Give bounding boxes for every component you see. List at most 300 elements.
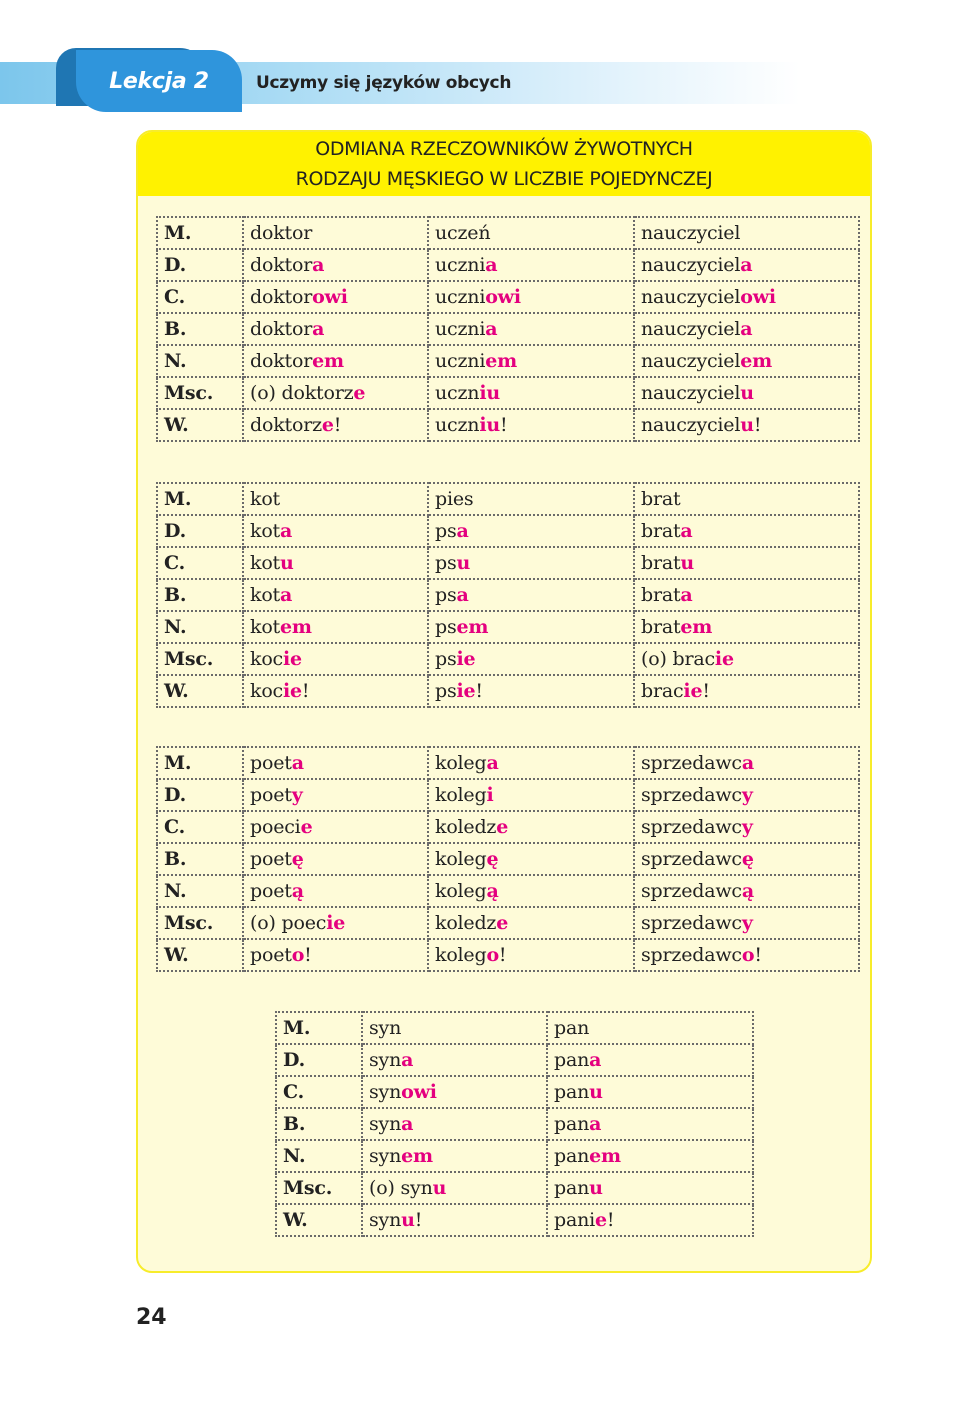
word-form	[243, 907, 428, 939]
word-ending: y	[741, 912, 753, 934]
word-form	[428, 217, 634, 249]
case-label: W.	[157, 675, 243, 707]
word-ending: em	[280, 616, 312, 638]
word-stem: pan	[554, 1049, 590, 1071]
word-ending: owi	[485, 286, 521, 308]
word-ending: u	[589, 1177, 603, 1199]
word-stem: sprzedawc	[641, 912, 742, 934]
case-label: M.	[157, 483, 243, 515]
word-ending: em	[401, 1145, 433, 1167]
case-label: M.	[157, 747, 243, 779]
word-stem: sprzedawc	[641, 752, 742, 774]
case-label: N.	[276, 1140, 362, 1172]
word-form	[634, 675, 859, 707]
word-stem: nauczyciel	[641, 382, 741, 404]
word-ending: a	[456, 520, 469, 542]
word-ending: owi	[401, 1081, 437, 1103]
word-ending: a	[456, 584, 469, 606]
word-form	[243, 675, 428, 707]
case-label: D.	[157, 779, 243, 811]
word-stem: doktorz	[250, 414, 322, 436]
word-stem: ps	[435, 616, 457, 638]
case-label: B.	[157, 579, 243, 611]
word-form	[243, 249, 428, 281]
word-stem: pan	[554, 1145, 590, 1167]
word-stem: nauczyciel	[641, 350, 741, 372]
word-ending: a	[280, 584, 293, 606]
word-stem: sprzedawc	[641, 880, 742, 902]
table-row	[157, 875, 859, 907]
word-stem: nauczyciel	[641, 254, 741, 276]
table-row	[157, 409, 859, 441]
word-stem: ps	[435, 648, 457, 670]
word-exclamation: !	[414, 1209, 423, 1231]
word-stem: sprzedawc	[641, 848, 742, 870]
word-stem: doktor	[250, 254, 313, 276]
word-form	[634, 907, 859, 939]
word-stem: brat	[641, 488, 681, 510]
word-form	[243, 515, 428, 547]
word-form	[547, 1044, 753, 1076]
panel-title	[138, 132, 870, 196]
word-stem: uczeń	[435, 222, 491, 244]
word-ending: a	[280, 520, 293, 542]
word-stem: syn	[369, 1209, 402, 1231]
word-form	[362, 1204, 547, 1236]
word-form	[428, 611, 634, 643]
table-row	[157, 779, 859, 811]
word-form	[634, 377, 859, 409]
word-stem: (o) brac	[641, 648, 715, 670]
word-form	[634, 811, 859, 843]
word-ending: ie	[283, 648, 302, 670]
word-exclamation: !	[499, 414, 508, 436]
word-ending: a	[740, 318, 753, 340]
declension-panel	[136, 130, 872, 1273]
word-stem: syn	[369, 1081, 402, 1103]
word-form	[243, 377, 428, 409]
word-form	[243, 409, 428, 441]
word-form	[428, 579, 634, 611]
case-label: C.	[276, 1076, 362, 1108]
word-ending: ie	[456, 648, 476, 670]
word-stem: ps	[435, 520, 457, 542]
word-stem: kot	[250, 584, 280, 606]
word-form	[634, 939, 859, 971]
word-stem: syn	[369, 1017, 402, 1039]
word-stem: uczn	[435, 382, 480, 404]
word-stem: sprzedawc	[641, 944, 742, 966]
word-ending: ie	[456, 680, 476, 702]
word-ending: a	[486, 752, 499, 774]
word-exclamation: !	[606, 1209, 615, 1231]
table-row	[157, 483, 859, 515]
word-ending: a	[589, 1049, 602, 1071]
table-row	[276, 1204, 753, 1236]
word-form	[243, 875, 428, 907]
word-form	[243, 611, 428, 643]
word-stem: koledz	[435, 912, 497, 934]
table-row	[276, 1076, 753, 1108]
word-stem: poeci	[250, 816, 301, 838]
word-form	[243, 779, 428, 811]
word-form	[634, 579, 859, 611]
word-exclamation: !	[702, 680, 710, 702]
word-stem: ps	[435, 584, 457, 606]
word-form	[243, 345, 428, 377]
word-ending: ą	[291, 880, 304, 902]
word-stem: sprzedawc	[641, 816, 742, 838]
word-stem: pani	[554, 1209, 596, 1231]
word-ending: o	[291, 944, 305, 966]
table-row	[157, 579, 859, 611]
case-label: W.	[157, 939, 243, 971]
word-stem: pan	[554, 1017, 590, 1039]
word-form	[547, 1204, 753, 1236]
word-stem: koc	[250, 680, 283, 702]
word-form	[428, 483, 634, 515]
word-ending: ie	[283, 680, 302, 702]
declension-table-4	[275, 1011, 754, 1237]
table-row	[276, 1108, 753, 1140]
word-ending: a	[589, 1113, 602, 1135]
word-ending: a	[680, 520, 693, 542]
word-stem: uczni	[435, 254, 486, 276]
table-row	[157, 939, 859, 971]
case-label: Msc.	[157, 643, 243, 675]
word-stem: uczn	[435, 414, 480, 436]
word-form	[243, 811, 428, 843]
table-row	[157, 843, 859, 875]
page-number: 24	[136, 1305, 167, 1330]
word-exclamation: !	[498, 944, 507, 966]
case-label: D.	[157, 515, 243, 547]
word-form	[428, 811, 634, 843]
word-form	[547, 1172, 753, 1204]
declension-table-3	[156, 746, 860, 972]
table-row	[276, 1172, 753, 1204]
word-ending: a	[485, 254, 498, 276]
lesson-label: Lekcja 2	[109, 68, 209, 94]
word-stem: sprzedawc	[641, 784, 742, 806]
word-form	[634, 779, 859, 811]
word-ending: ą	[486, 880, 499, 902]
case-label: M.	[157, 217, 243, 249]
word-stem: uczni	[435, 318, 486, 340]
word-form	[634, 747, 859, 779]
word-form	[634, 547, 859, 579]
word-form	[428, 249, 634, 281]
word-stem: pan	[554, 1113, 590, 1135]
panel-title-line-1: ODMIANA RZECZOWNIKÓW ŻYWOTNYCH	[315, 138, 693, 160]
word-stem: koleg	[435, 752, 487, 774]
word-form	[428, 875, 634, 907]
word-ending: iu	[479, 414, 500, 436]
word-form	[428, 779, 634, 811]
word-ending: a	[741, 752, 754, 774]
case-label: B.	[157, 843, 243, 875]
word-exclamation: !	[301, 680, 310, 702]
word-stem: pan	[554, 1177, 590, 1199]
word-stem: kot	[250, 616, 280, 638]
word-form	[362, 1108, 547, 1140]
word-stem: nauczyciel	[641, 286, 741, 308]
word-form	[428, 675, 634, 707]
table-row	[157, 515, 859, 547]
case-label: D.	[157, 249, 243, 281]
table-row	[157, 377, 859, 409]
word-ending: owi	[312, 286, 348, 308]
word-ending: u	[456, 552, 471, 574]
word-ending: e	[353, 382, 366, 404]
case-label: W.	[157, 409, 243, 441]
word-ending: y	[741, 784, 753, 806]
word-form	[634, 843, 859, 875]
table-row	[157, 281, 859, 313]
word-ending: ę	[741, 848, 754, 870]
word-form	[428, 547, 634, 579]
case-label: N.	[157, 611, 243, 643]
lesson-subtitle: Uczymy się języków obcych	[256, 73, 512, 93]
word-stem: nauczyciel	[641, 414, 741, 436]
table-row	[157, 249, 859, 281]
case-label: W.	[276, 1204, 362, 1236]
word-ending: a	[485, 318, 498, 340]
word-ending: ę	[486, 848, 499, 870]
word-ending: e	[321, 414, 334, 436]
word-stem: pies	[435, 488, 474, 510]
word-stem: nauczyciel	[641, 318, 741, 340]
word-stem: poet	[250, 880, 292, 902]
lesson-tab	[76, 50, 242, 112]
word-form	[428, 907, 634, 939]
word-ending: e	[496, 816, 509, 838]
word-form	[243, 939, 428, 971]
word-form	[634, 313, 859, 345]
word-form	[428, 377, 634, 409]
word-form	[243, 643, 428, 675]
word-stem: nauczyciel	[641, 222, 741, 244]
word-stem: doktor	[250, 350, 313, 372]
word-stem: kot	[250, 552, 280, 574]
table-row	[157, 907, 859, 939]
word-form	[634, 281, 859, 313]
word-stem: doktor	[250, 318, 313, 340]
word-ending: i	[486, 784, 494, 806]
word-exclamation: !	[333, 414, 342, 436]
word-stem: brat	[641, 520, 681, 542]
word-stem: ps	[435, 552, 457, 574]
word-exclamation: !	[475, 680, 483, 702]
word-ending: u	[680, 552, 695, 574]
table-row	[276, 1140, 753, 1172]
word-ending: u	[740, 414, 754, 436]
word-form	[634, 409, 859, 441]
word-form	[428, 939, 634, 971]
word-form	[428, 515, 634, 547]
word-stem: koleg	[435, 880, 487, 902]
word-ending: o	[486, 944, 499, 966]
word-stem: poet	[250, 848, 292, 870]
word-form	[362, 1044, 547, 1076]
word-form	[243, 281, 428, 313]
word-ending: em	[485, 350, 517, 372]
word-form	[243, 843, 428, 875]
word-stem: brat	[641, 616, 681, 638]
word-form	[428, 409, 634, 441]
word-ending: u	[401, 1209, 415, 1231]
word-form	[634, 483, 859, 515]
word-stem: koleg	[435, 944, 487, 966]
word-form	[243, 217, 428, 249]
word-ending: owi	[740, 286, 776, 308]
word-ending: ą	[741, 880, 754, 902]
declension-table-1	[156, 216, 860, 442]
word-form	[634, 345, 859, 377]
word-stem: koc	[250, 648, 283, 670]
table-row	[157, 345, 859, 377]
word-form	[634, 217, 859, 249]
word-form	[362, 1172, 547, 1204]
word-ending: ę	[291, 848, 304, 870]
table-row	[157, 217, 859, 249]
word-ending: u	[280, 552, 294, 574]
word-form	[634, 515, 859, 547]
word-exclamation: !	[754, 944, 762, 966]
word-ending: e	[300, 816, 313, 838]
case-label: Msc.	[157, 377, 243, 409]
word-stem: (o) syn	[369, 1177, 433, 1199]
case-label: N.	[157, 875, 243, 907]
word-form	[243, 579, 428, 611]
table-row	[157, 811, 859, 843]
word-exclamation: !	[304, 944, 312, 966]
word-form	[362, 1140, 547, 1172]
word-ending: ie	[714, 648, 734, 670]
word-ending: o	[741, 944, 755, 966]
word-stem: doktor	[250, 222, 313, 244]
word-form	[547, 1108, 753, 1140]
word-ending: e	[496, 912, 509, 934]
word-form	[547, 1140, 753, 1172]
word-form	[428, 843, 634, 875]
case-label: D.	[276, 1044, 362, 1076]
word-ending: u	[432, 1177, 447, 1199]
table-row	[276, 1044, 753, 1076]
word-ending: em	[680, 616, 713, 638]
word-ending: em	[589, 1145, 621, 1167]
word-ending: a	[291, 752, 304, 774]
word-ending: a	[401, 1113, 414, 1135]
word-stem: brac	[641, 680, 684, 702]
word-form	[634, 249, 859, 281]
word-ending: u	[740, 382, 754, 404]
panel-title-line-2: RODZAJU MĘSKIEGO W LICZBIE POJEDYNCZEJ	[295, 168, 713, 190]
word-stem: brat	[641, 584, 681, 606]
word-ending: a	[740, 254, 753, 276]
word-ending: iu	[479, 382, 500, 404]
word-form	[243, 547, 428, 579]
case-label: C.	[157, 811, 243, 843]
word-form	[547, 1076, 753, 1108]
case-label: Msc.	[157, 907, 243, 939]
word-ending: em	[740, 350, 773, 372]
word-stem: uczni	[435, 286, 486, 308]
word-exclamation: !	[753, 414, 762, 436]
case-label: C.	[157, 547, 243, 579]
table-row	[157, 313, 859, 345]
word-stem: (o) poec	[250, 912, 327, 934]
word-stem: brat	[641, 552, 681, 574]
word-stem: poet	[250, 944, 292, 966]
word-form	[362, 1012, 547, 1044]
word-form	[243, 313, 428, 345]
word-stem: syn	[369, 1049, 402, 1071]
table-row	[157, 643, 859, 675]
case-label: B.	[157, 313, 243, 345]
word-stem: pan	[554, 1081, 590, 1103]
word-stem: koleg	[435, 848, 487, 870]
word-ending: y	[291, 784, 303, 806]
word-ending: y	[741, 816, 753, 838]
table-row	[157, 611, 859, 643]
word-form	[243, 747, 428, 779]
word-stem: ps	[435, 680, 457, 702]
table-row	[157, 547, 859, 579]
word-stem: doktor	[250, 286, 313, 308]
word-form	[428, 747, 634, 779]
word-form	[428, 281, 634, 313]
case-label: C.	[157, 281, 243, 313]
word-stem: syn	[369, 1113, 402, 1135]
word-ending: a	[312, 254, 325, 276]
word-ending: ie	[683, 680, 703, 702]
word-form	[428, 345, 634, 377]
word-stem: koledz	[435, 816, 497, 838]
word-stem: (o) doktorz	[250, 382, 354, 404]
declension-table-2	[156, 482, 860, 708]
word-form	[634, 611, 859, 643]
word-stem: poet	[250, 752, 292, 774]
word-ending: e	[595, 1209, 607, 1231]
case-label: B.	[276, 1108, 362, 1140]
word-stem: uczni	[435, 350, 486, 372]
word-ending: em	[312, 350, 344, 372]
word-form	[547, 1012, 753, 1044]
case-label: M.	[276, 1012, 362, 1044]
table-row	[157, 675, 859, 707]
word-form	[243, 483, 428, 515]
word-stem: kot	[250, 488, 280, 510]
word-ending: a	[312, 318, 325, 340]
word-ending: ie	[326, 912, 346, 934]
word-stem: syn	[369, 1145, 402, 1167]
word-form	[362, 1076, 547, 1108]
word-stem: kot	[250, 520, 280, 542]
word-stem: poet	[250, 784, 292, 806]
word-ending: u	[589, 1081, 603, 1103]
word-form	[428, 313, 634, 345]
case-label: Msc.	[276, 1172, 362, 1204]
word-form	[428, 643, 634, 675]
word-stem: koleg	[435, 784, 487, 806]
word-form	[634, 643, 859, 675]
word-ending: a	[680, 584, 693, 606]
table-row	[276, 1012, 753, 1044]
word-ending: a	[401, 1049, 414, 1071]
word-form	[634, 875, 859, 907]
word-ending: em	[456, 616, 489, 638]
